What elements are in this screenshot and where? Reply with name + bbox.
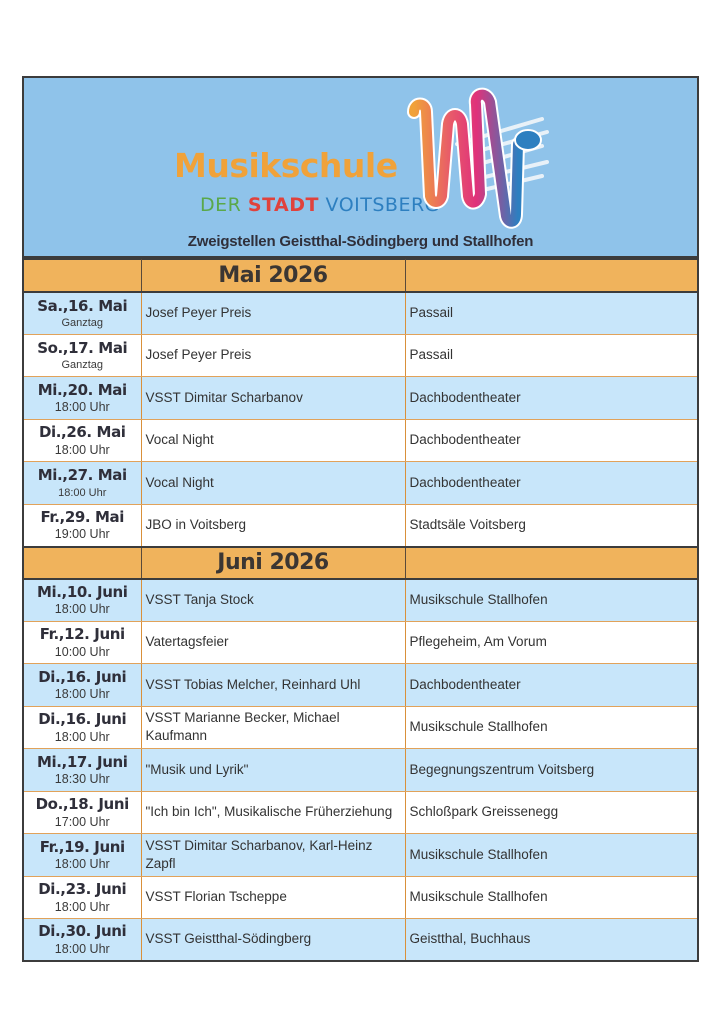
event-title: Josef Peyer Preis <box>141 334 405 377</box>
event-location: Dachbodentheater <box>405 419 697 462</box>
date-cell <box>24 419 141 462</box>
date-cell <box>24 292 141 335</box>
month-header-blank <box>405 547 697 579</box>
header-banner <box>24 78 697 259</box>
branch-subtitle: Zweigstellen Geistthal-Södingberg und Stallhofen <box>187 233 534 250</box>
event-schedule-sheet <box>22 76 699 962</box>
event-location: Stadtsäle Voitsberg <box>405 504 697 547</box>
event-location: Dachbodentheater <box>405 664 697 707</box>
date-cell <box>24 504 141 547</box>
event-location: Musikschule Stallhofen <box>405 876 697 919</box>
event-time: 18:30 Uhr <box>54 772 110 787</box>
event-date: So.,17. Mai <box>37 338 128 357</box>
logo-wordmark: Musikschule <box>174 146 398 185</box>
date-cell <box>24 791 141 834</box>
event-title: VSST Dimitar Scharbanov <box>141 377 405 420</box>
event-title: "Musik und Lyrik" <box>141 749 405 792</box>
date-cell <box>24 706 141 749</box>
event-location: Schloßpark Greissenegg <box>405 791 697 834</box>
month-header-blank <box>24 547 141 579</box>
date-cell <box>24 334 141 377</box>
event-time: 18:00 Uhr <box>54 857 110 872</box>
date-cell <box>24 749 141 792</box>
event-date: Di.,16. Juni <box>38 710 127 729</box>
event-row <box>24 334 697 377</box>
event-row <box>24 749 697 792</box>
event-date: Fr.,19. Juni <box>39 837 125 856</box>
date-cell <box>24 664 141 707</box>
event-location: Musikschule Stallhofen <box>405 834 697 877</box>
event-row <box>24 664 697 707</box>
events-table <box>24 259 697 962</box>
month-header-row <box>24 260 697 292</box>
event-title: VSST Geistthal-Södingberg <box>141 919 405 962</box>
event-time: 19:00 Uhr <box>54 527 110 542</box>
event-time: 18:00 Uhr <box>54 442 110 457</box>
event-time: Ganztag <box>61 359 104 372</box>
event-date: Di.,23. Juni <box>38 880 127 899</box>
logo-voitsberg: VOITSBERG <box>325 194 440 216</box>
event-time: 10:00 Uhr <box>54 644 110 659</box>
event-time: 18:00 Uhr <box>54 687 110 702</box>
event-title: Vocal Night <box>141 419 405 462</box>
event-row <box>24 292 697 335</box>
event-time: 17:00 Uhr <box>54 814 110 829</box>
event-location: Musikschule Stallhofen <box>405 706 697 749</box>
event-row <box>24 579 697 622</box>
event-row <box>24 621 697 664</box>
event-date: Sa.,16. Mai <box>37 296 128 315</box>
date-cell <box>24 876 141 919</box>
event-date: Di.,16. Juni <box>38 667 127 686</box>
event-location: Geistthal, Buchhaus <box>405 919 697 962</box>
date-cell <box>24 462 141 505</box>
event-title: VSST Tobias Melcher, Reinhard Uhl <box>141 664 405 707</box>
month-header-blank <box>24 260 141 292</box>
event-title: VSST Marianne Becker, Michael Kaufmann <box>141 706 405 749</box>
event-location: Begegnungszentrum Voitsberg <box>405 749 697 792</box>
event-row <box>24 462 697 505</box>
event-time: Ganztag <box>61 317 104 330</box>
event-row <box>24 419 697 462</box>
event-row <box>24 377 697 420</box>
event-location: Dachbodentheater <box>405 377 697 420</box>
event-row <box>24 706 697 749</box>
event-title: Vatertagsfeier <box>141 621 405 664</box>
event-row <box>24 876 697 919</box>
event-date: Mi.,10. Juni <box>36 582 128 601</box>
event-time: 18:00 Uhr <box>54 729 110 744</box>
event-title: VSST Tanja Stock <box>141 579 405 622</box>
event-time: 18:00 Uhr <box>54 941 110 956</box>
music-note-m-icon <box>402 84 552 234</box>
event-row <box>24 504 697 547</box>
event-time: 18:00 Uhr <box>58 486 107 499</box>
month-header-blank <box>405 260 697 292</box>
event-time: 18:00 Uhr <box>54 400 110 415</box>
event-title: Josef Peyer Preis <box>141 292 405 335</box>
date-cell <box>24 834 141 877</box>
event-row <box>24 919 697 962</box>
event-time: 18:00 Uhr <box>54 602 110 617</box>
month-title: Juni 2026 <box>141 547 405 579</box>
event-date: Fr.,29. Mai <box>40 507 125 526</box>
event-location: Passail <box>405 334 697 377</box>
month-title: Mai 2026 <box>141 260 405 292</box>
event-date: Mi.,17. Juni <box>36 752 128 771</box>
school-logo <box>174 84 514 234</box>
event-row <box>24 834 697 877</box>
logo-stadt: STADT <box>247 194 319 216</box>
event-title: VSST Dimitar Scharbanov, Karl-Heinz Zapfl <box>141 834 405 877</box>
event-date: Di.,30. Juni <box>38 922 127 941</box>
event-title: Vocal Night <box>141 462 405 505</box>
event-date: Do.,18. Juni <box>35 795 129 814</box>
event-date: Mi.,27. Mai <box>37 466 127 485</box>
date-cell <box>24 377 141 420</box>
event-location: Musikschule Stallhofen <box>405 579 697 622</box>
event-date: Di.,26. Mai <box>38 423 126 442</box>
date-cell <box>24 919 141 962</box>
date-cell <box>24 579 141 622</box>
date-cell <box>24 621 141 664</box>
event-title: "Ich bin Ich", Musikalische Früherziehung <box>141 791 405 834</box>
event-date: Mi.,20. Mai <box>37 380 127 399</box>
event-location: Dachbodentheater <box>405 462 697 505</box>
event-title: JBO in Voitsberg <box>141 504 405 547</box>
event-location: Passail <box>405 292 697 335</box>
logo-der: DER <box>200 194 242 216</box>
month-header-row <box>24 547 697 579</box>
event-location: Pflegeheim, Am Vorum <box>405 621 697 664</box>
event-row <box>24 791 697 834</box>
event-date: Fr.,12. Juni <box>39 625 125 644</box>
event-time: 18:00 Uhr <box>54 899 110 914</box>
event-title: VSST Florian Tscheppe <box>141 876 405 919</box>
